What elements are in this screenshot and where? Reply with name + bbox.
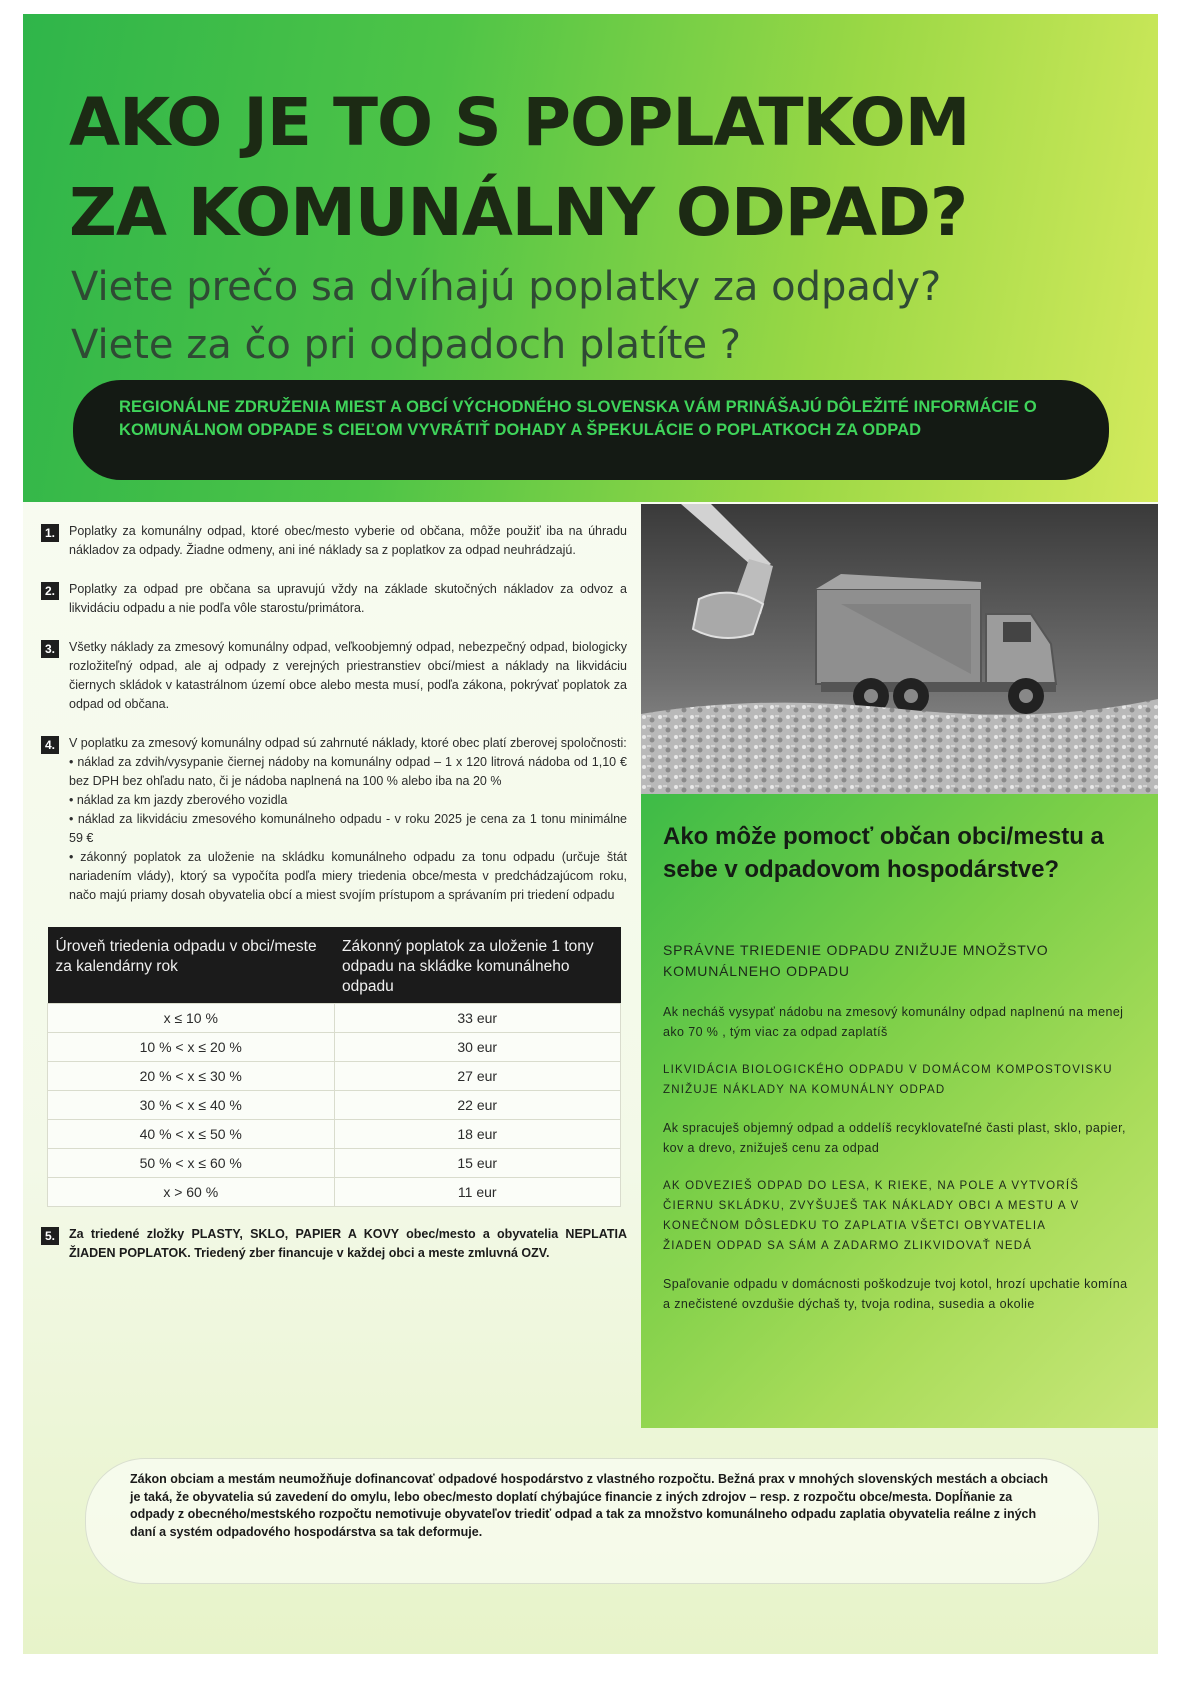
table-cell-level: 40 % < x ≤ 50 %	[48, 1120, 335, 1149]
table-cell-level: x > 60 %	[48, 1178, 335, 1207]
point-5	[41, 1225, 627, 1263]
point-2	[41, 580, 627, 618]
point-text: Za triedené zložky PLASTY, SKLO, PAPIER A KOVY obec/mesto a obyvatelia NEPLATIA ŽIADEN POPLATOK. Triedený zber financuje v každej obci a meste zmluvná OZV.	[69, 1227, 627, 1260]
title-line-2: ZA KOMUNÁLNY ODPAD?	[69, 174, 968, 251]
flyer-page	[23, 14, 1158, 1654]
panel-tip: Spaľovanie odpadu v domácnosti poškodzuje tvoj kotol, hrozí upchatie komína a znečistené ovzdušie dýchaš ty, tvoja rodina, susedia a okolie	[663, 1277, 1128, 1311]
panel-tip: Ak necháš vysypať nádobu na zmesový komunálny odpad naplnenú na menej ako 70 % , tým viac za odpad zaplatíš	[663, 1005, 1124, 1039]
table-cell-fee: 27 eur	[334, 1062, 621, 1091]
table-cell-fee: 18 eur	[334, 1120, 621, 1149]
point-number: 5.	[41, 1227, 59, 1245]
garbage-truck-illustration	[641, 504, 1158, 794]
point-number: 1.	[41, 524, 59, 542]
cost-bullet: • zákonný poplatok za uloženie na skládku komunálneho odpadu za tonu odpadu (určuje štát nariadením vlády), ktorý sa vypočíta podľa miery triedenia obce/mesta v predchádzajúcom roku, načo majú priamy dosah obyvatelia obcí a miest svojím prístupom a správaním pri triedení odpadu	[69, 850, 627, 902]
main-title	[69, 78, 1129, 258]
table-row	[48, 1062, 621, 1091]
table-cell-fee: 30 eur	[334, 1033, 621, 1062]
panel-tip: SPRÁVNE TRIEDENIE ODPADU ZNIŽUJE MNOŽSTVO KOMUNÁLNEHO ODPADU	[663, 942, 1049, 979]
point-number: 4.	[41, 736, 59, 754]
title-line-1: AKO JE TO S POPLATKOM	[69, 84, 970, 161]
table-cell-fee: 22 eur	[334, 1091, 621, 1120]
subtitle-line-1: Viete prečo sa dvíhajú poplatky za odpady?	[71, 264, 942, 310]
footer-note	[85, 1458, 1099, 1584]
table-row	[48, 1120, 621, 1149]
table-cell-fee: 33 eur	[334, 1004, 621, 1033]
panel-tip: Ak spracuješ objemný odpad a oddelíš recyklovateľné časti plast, sklo, papier, kov a drevo, znižuješ cenu za odpad	[663, 1121, 1126, 1155]
point-number: 2.	[41, 582, 59, 600]
point-number: 3.	[41, 640, 59, 658]
table-cell-level: x ≤ 10 %	[48, 1004, 335, 1033]
point-text: V poplatku za zmesový komunálny odpad sú zahrnuté náklady, ktoré obec platí zberovej spoločnosti:	[69, 736, 627, 750]
citizen-help-panel	[641, 794, 1158, 1428]
table-row	[48, 1149, 621, 1178]
hero-section	[23, 14, 1158, 502]
table-cell-fee: 15 eur	[334, 1149, 621, 1178]
info-banner	[73, 380, 1109, 480]
table-header-landfill-fee: Zákonný poplatok za uloženie 1 tony odpadu na skládke komunálneho odpadu	[334, 927, 621, 1004]
table-cell-level: 20 % < x ≤ 30 %	[48, 1062, 335, 1091]
cost-bullet: • náklad za km jazdy zberového vozidla	[69, 793, 288, 807]
subtitle-line-2: Viete za čo pri odpadoch platíte ?	[71, 322, 742, 368]
cost-bullet: • náklad za likvidáciu zmesového komunálneho odpadu - v roku 2025 je cena za 1 tonu minimálne 59 €	[69, 812, 627, 845]
table-cell-level: 50 % < x ≤ 60 %	[48, 1149, 335, 1178]
cost-bullet: • náklad za zdvih/vysypanie čiernej nádoby na komunálny odpad – 1 x 120 litrová nádoba od 1,10 € bez DPH bez ohľadu nato, či je nádoba naplnená na 100 % alebo iba na 20 %	[69, 755, 627, 788]
point-text: Poplatky za odpad pre občana sa upravujú vždy na základe skutočných nákladov za odvoz a likvidáciu odpadu a nie podľa vôle starostu/primátora.	[69, 582, 627, 615]
banner-text: REGIONÁLNE ZDRUŽENIA MIEST A OBCÍ VÝCHODNÉHO SLOVENSKA VÁM PRINÁŠAJÚ DÔLEŽITÉ INFORMÁCIE O KOMUNÁLNOM ODPADE S CIEĽOM VYVRÁTIŤ DOHADY A ŠPEKULÁCIE O POPLATKOCH ZA ODPAD	[119, 398, 1037, 439]
fee-table	[47, 927, 621, 1207]
table-cell-level: 30 % < x ≤ 40 %	[48, 1091, 335, 1120]
table-row	[48, 1091, 621, 1120]
table-cell-level: 10 % < x ≤ 20 %	[48, 1033, 335, 1062]
point-text: Všetky náklady za zmesový komunálny odpad, veľkoobjemný odpad, nebezpečný odpad, biologicky rozložiteľný odpad, ale aj odpady z verejných priestranstiev obcí/miest a náklady na likvidáciu čiernych skládok v katastrálnom území obce alebo mesta musí, podľa zákona, pokrývať poplatok za odpad od občana.	[69, 640, 627, 711]
panel-body	[663, 940, 1133, 1332]
point-3	[41, 638, 627, 714]
panel-tip: ŽIADEN ODPAD SA SÁM A ZADARMO ZLIKVIDOVAŤ NEDÁ	[663, 1240, 1033, 1252]
subtitle	[71, 258, 1131, 374]
table-row	[48, 1033, 621, 1062]
table-header-sorting-level: Úroveň triedenia odpadu v obci/meste za kalendárny rok	[48, 927, 335, 1004]
panel-title: Ako môže pomocť občan obci/mestu a sebe v odpadovom hospodárstve?	[663, 823, 1104, 883]
table-row	[48, 1004, 621, 1033]
panel-tip: AK ODVEZIEŠ ODPAD DO LESA, K RIEKE, NA POLE A VYTVORÍŠ ČIERNU SKLÁDKU, ZVYŠUJEŠ TAK NÁKLADY OBCI A MESTU A V KONEČNOM DÔSLEDKU TO ZAPLATIA VŠETCI OBYVATELIA	[663, 1180, 1080, 1232]
table-row	[48, 1178, 621, 1207]
garbage-truck-photo	[641, 504, 1158, 794]
table-cell-fee: 11 eur	[334, 1178, 621, 1207]
point-4	[41, 734, 627, 905]
left-column	[41, 522, 627, 1283]
point-text: Poplatky za komunálny odpad, ktoré obec/mesto vyberie od občana, môže použiť iba na úhradu nákladov za odpady. Žiadne odmeny, ani iné náklady sa z poplatkov za odpad neuhrádzajú.	[69, 524, 627, 557]
point-1	[41, 522, 627, 560]
panel-tip: LIKVIDÁCIA BIOLOGICKÉHO ODPADU V DOMÁCOM KOMPOSTOVISKU ZNIŽUJE NÁKLADY NA KOMUNÁLNY ODPAD	[663, 1064, 1113, 1096]
footer-text: Zákon obciam a mestám neumožňuje dofinancovať odpadové hospodárstvo z vlastného rozpočtu. Bežná prax v mnohých slovenských mestách a obciach je taká, že obyvatelia sú zavedení do omylu, lebo obec/mesto doplatí chýbajúce financie z iných zdrojov – resp. z rozpočtu obce/mesta. Dopĺňanie za odpady z obecného/mestského rozpočtu nemotivuje obyvateľov triediť odpad a tak za množstvo komunálneho odpadu zaplatia obyvatelia reálne z iných daní a systém odpadového hospodárstva sa tak deformuje.	[130, 1472, 1049, 1539]
